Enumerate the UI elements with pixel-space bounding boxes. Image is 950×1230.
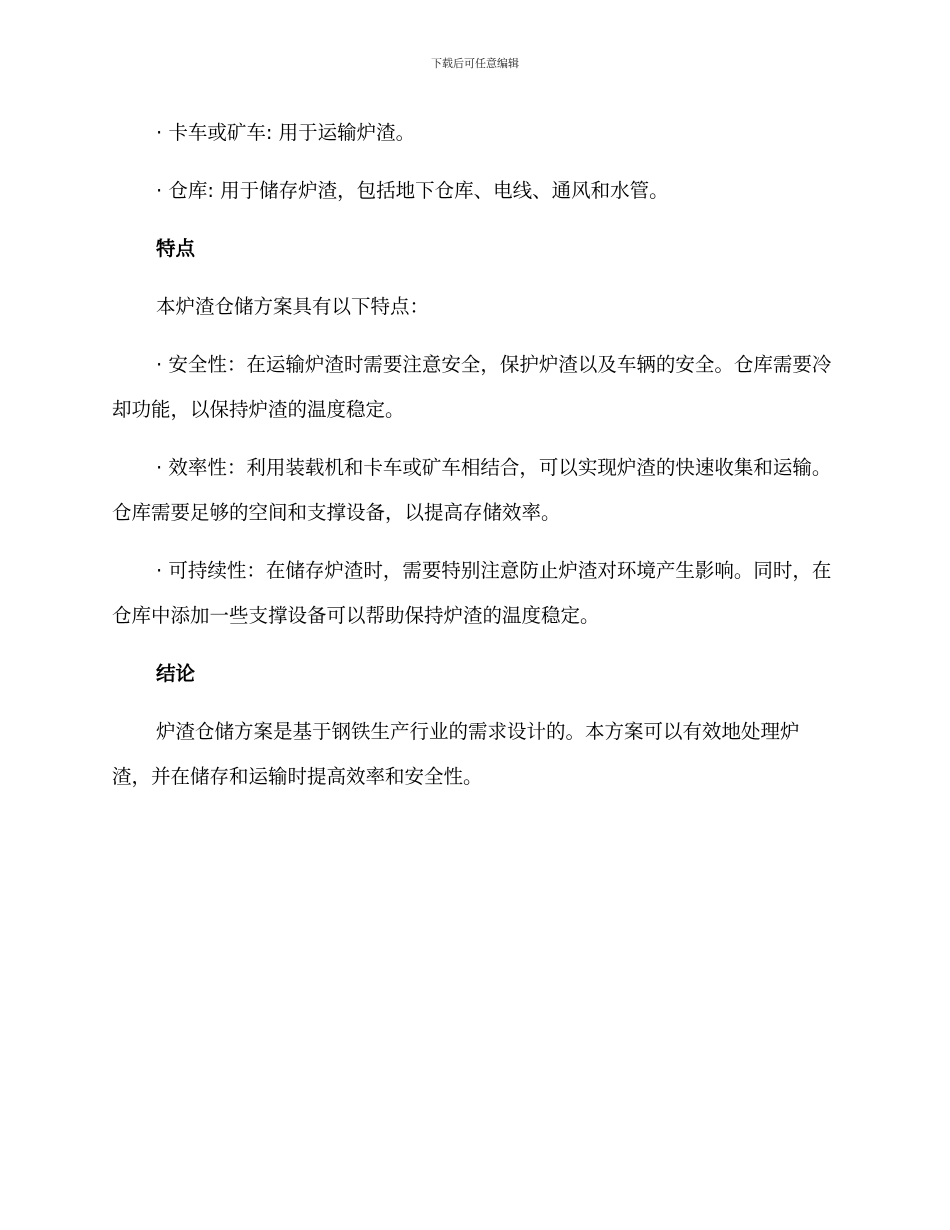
document-body [112, 110, 832, 812]
feature-sustainability: · 可持续性：在储存炉渣时，需要特别注意防止炉渣对环境产生影响。同时，在仓库中添加一些支撑设备可以帮助保持炉渣的温度稳定。 [112, 559, 832, 627]
features-intro: 本炉渣仓储方案具有以下特点： [156, 295, 430, 318]
heading-conclusion: 结论 [156, 662, 196, 685]
feature-safety: · 安全性：在运输炉渣时需要注意安全，保护炉渣以及车辆的安全。仓库需要冷却功能，以保持炉渣的温度稳定。 [112, 353, 832, 421]
feature-efficiency: · 效率性：利用装载机和卡车或矿车相结合，可以实现炉渣的快速收集和运输。仓库需要足够的空间和支撑设备，以提高存储效率。 [112, 456, 832, 524]
conclusion-text: 炉渣仓储方案是基于钢铁生产行业的需求设计的。本方案可以有效地处理炉渣，并在储存和运输时提高效率和安全性。 [112, 720, 800, 788]
bullet-warehouse: · 仓库: 用于储存炉渣，包括地下仓库、电线、通风和水管。 [156, 179, 669, 202]
page-header-note: 下载后可任意编辑 [431, 57, 519, 70]
bullet-truck: · 卡车或矿车: 用于运输炉渣。 [156, 121, 416, 144]
heading-features: 特点 [156, 237, 196, 260]
